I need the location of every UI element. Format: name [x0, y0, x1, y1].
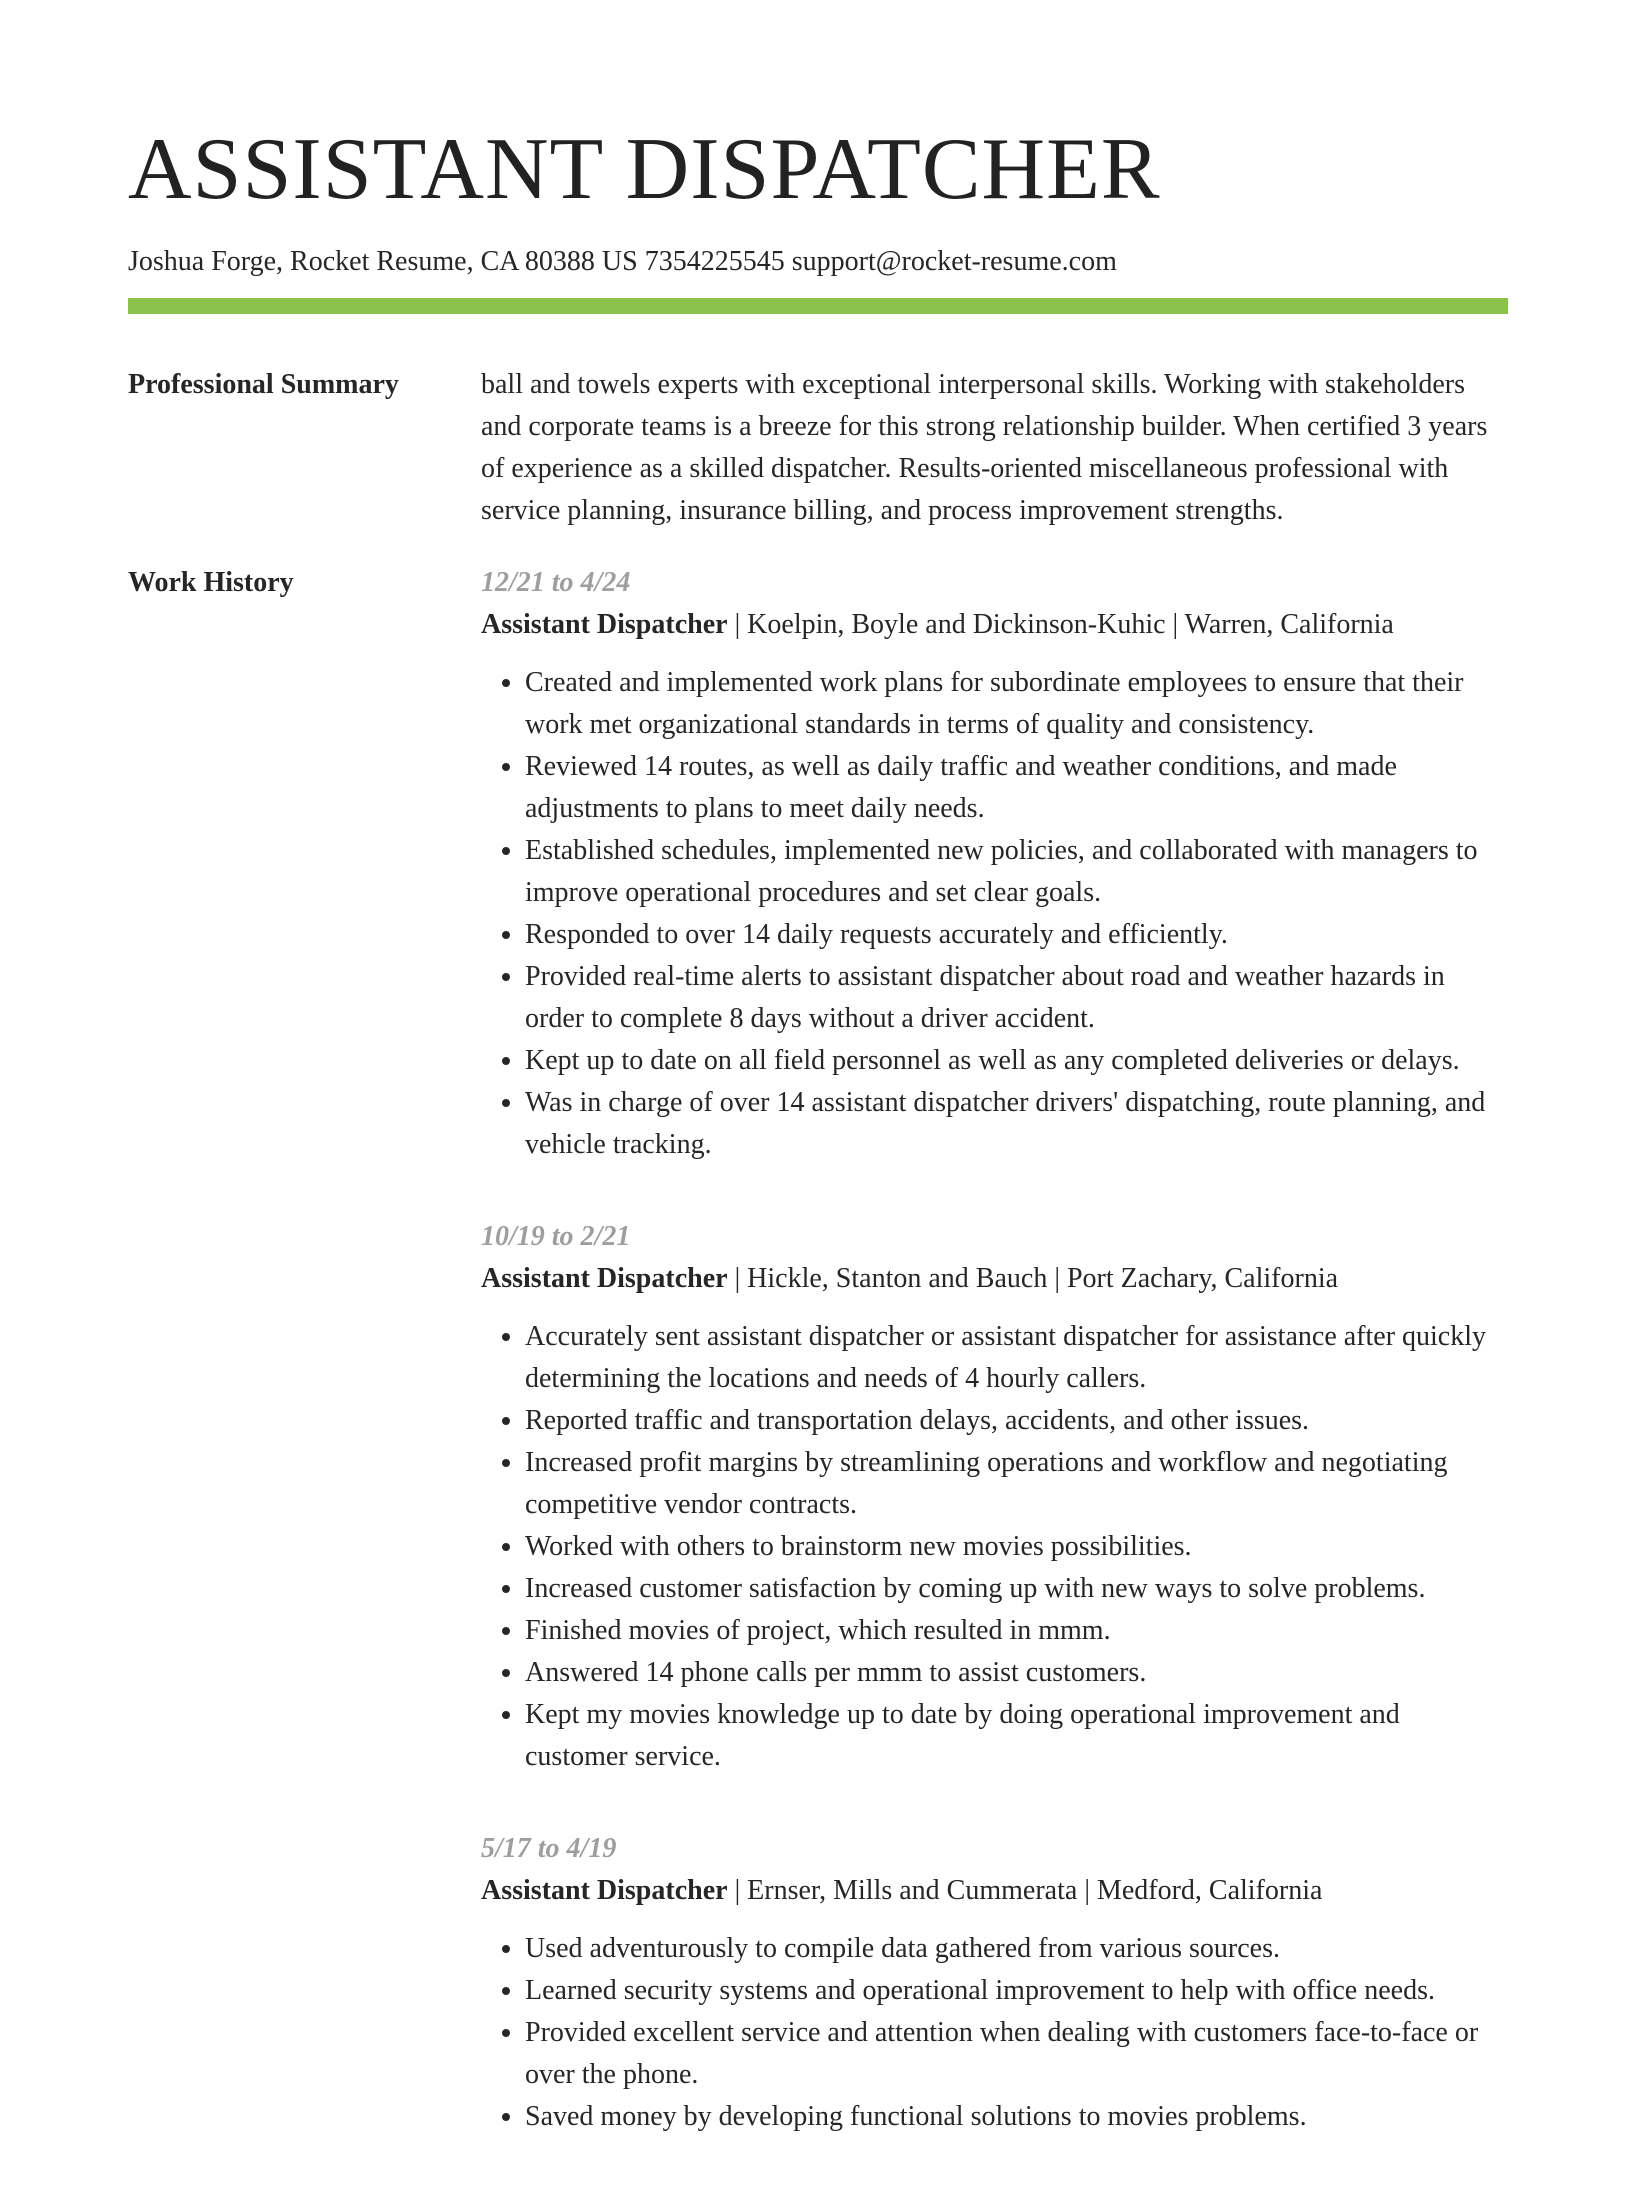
job-bullet: • Learned security systems and operational improvement to help with office needs. — [525, 1970, 1508, 2012]
resume-title: ASSISTANT DISPATCHER — [128, 121, 1161, 218]
job-dates: 5/17 to 4/19 — [481, 1833, 617, 1864]
job-title: Assistant Dispatcher — [481, 609, 728, 640]
job-location: Warren, California — [1184, 609, 1394, 640]
contact-name: Joshua Forge, — [128, 246, 291, 277]
job-bullet: • Accurately sent assistant dispatcher or assistant dispatcher for assistance after quickly determining the locations and needs of 4 hourly callers. — [525, 1316, 1508, 1400]
job-separator: | — [727, 1875, 748, 1906]
professional-summary-section — [128, 364, 1508, 532]
job-company: Ernser, Mills and Cummerata — [747, 1875, 1078, 1906]
job-header — [481, 604, 1508, 646]
resume-page — [128, 0, 1508, 2188]
job-bullet: • Provided real-time alerts to assistant dispatcher about road and weather hazards in order to complete 8 days without a driver accident. — [525, 956, 1508, 1040]
job-dates: 10/19 to 2/21 — [481, 1221, 631, 1252]
job-company: Hickle, Stanton and Bauch — [747, 1263, 1048, 1294]
job-header — [481, 1870, 1508, 1912]
job-bullet: • Increased profit margins by streamlining operations and workflow and negotiating competitive vendor contracts. — [525, 1442, 1508, 1526]
job-separator: | — [727, 609, 748, 640]
job-bullet: • Saved money by developing functional solutions to movies problems. — [525, 2096, 1508, 2138]
job-separator: | — [1165, 609, 1185, 640]
job-dates: 12/21 to 4/24 — [481, 567, 631, 598]
job-company: Koelpin, Boyle and Dickinson-Kuhic — [747, 609, 1166, 640]
job-bullet: • Was in charge of over 14 assistant dispatcher drivers' dispatching, route planning, and vehicle tracking. — [525, 1082, 1508, 1166]
job-location: Medford, California — [1096, 1875, 1323, 1906]
contact-phone: 7354225545 — [644, 246, 792, 277]
job-title: Assistant Dispatcher — [481, 1875, 728, 1906]
job-bullet: • Reported traffic and transportation delays, accidents, and other issues. — [525, 1400, 1508, 1442]
job-bullet: • Used adventurously to compile data gathered from various sources. — [525, 1928, 1508, 1970]
job-bullet: • Established schedules, implemented new policies, and collaborated with managers to improve operational procedures and set clear goals. — [525, 830, 1508, 914]
job-location: Port Zachary, California — [1066, 1263, 1339, 1294]
job-bullet-list — [481, 1928, 1508, 2138]
job-bullet: • Answered 14 phone calls per mmm to assist customers. — [525, 1652, 1508, 1694]
header-divider — [128, 298, 1508, 314]
job-header — [481, 1258, 1508, 1300]
summary-text: ball and towels experts with exceptional interpersonal skills. Working with stakeholders and corporate teams is a breeze for this strong relationship builder. When certified 3 years of experience as a skilled dispatcher. Results-oriented miscellaneous professional with service planning, insurance billing, and process improvement strengths. — [481, 369, 1488, 526]
job-bullet: • Increased customer satisfaction by coming up with new ways to solve problems. — [525, 1568, 1508, 1610]
job-bullet: • Created and implemented work plans for subordinate employees to ensure that their work met organizational standards in terms of quality and consistency. — [525, 662, 1508, 746]
job-bullet: • Provided excellent service and attention when dealing with customers face-to-face or over the phone. — [525, 2012, 1508, 2096]
job-bullet: • Responded to over 14 daily requests accurately and efficiently. — [525, 914, 1508, 956]
job-bullet: • Kept my movies knowledge up to date by doing operational improvement and customer service. — [525, 1694, 1508, 1778]
job-separator: | — [1047, 1263, 1067, 1294]
contact-location: CA 80388 US — [480, 246, 645, 277]
job-bullet: • Finished movies of project, which resulted in mmm. — [525, 1610, 1508, 1652]
section-label-summary: Professional Summary — [128, 369, 399, 400]
job-bullet: • Reviewed 14 routes, as well as daily traffic and weather conditions, and made adjustments to plans to meet daily needs. — [525, 746, 1508, 830]
work-history-list — [481, 562, 1508, 2188]
job-bullet-list — [481, 662, 1508, 1166]
contact-email: support@rocket-resume.com — [791, 246, 1117, 277]
job-entry — [481, 562, 1508, 1166]
contact-line — [128, 244, 1508, 280]
job-entry — [481, 1828, 1508, 2138]
job-bullet: • Worked with others to brainstorm new movies possibilities. — [525, 1526, 1508, 1568]
job-bullet-list — [481, 1316, 1508, 1778]
job-entry — [481, 1216, 1508, 1778]
contact-company: Rocket Resume, — [290, 246, 481, 277]
job-separator: | — [1077, 1875, 1097, 1906]
job-bullet: • Kept up to date on all field personnel as well as any completed deliveries or delays. — [525, 1040, 1508, 1082]
section-label-work-history: Work History — [128, 567, 294, 598]
work-history-section — [128, 562, 1508, 2188]
job-title: Assistant Dispatcher — [481, 1263, 728, 1294]
job-separator: | — [727, 1263, 748, 1294]
